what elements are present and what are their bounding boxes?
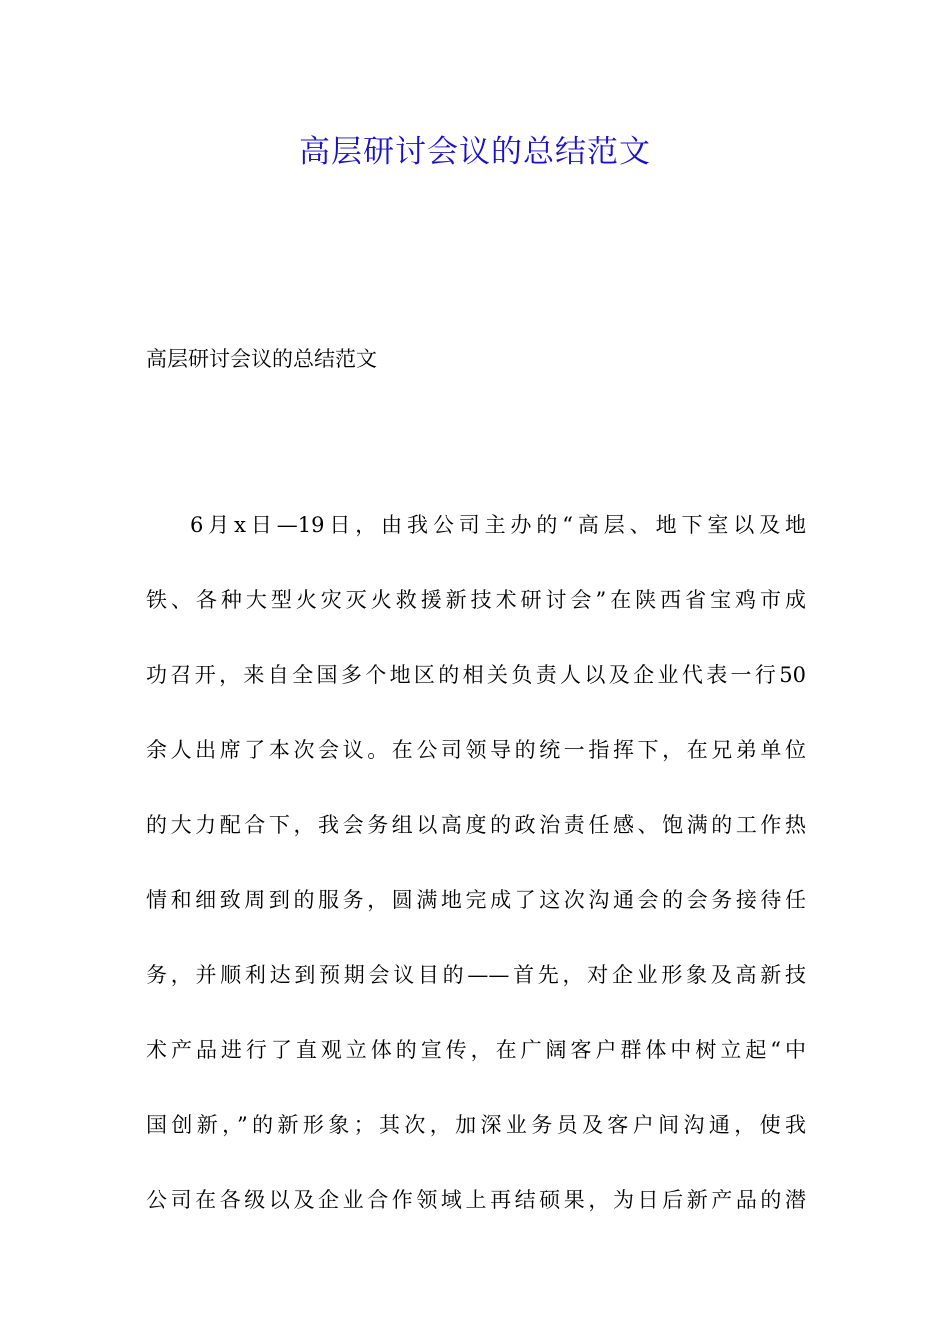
paragraph-line: 铁、各种大型火灾灭火救援新技术研讨会”在陕西省宝鸡市成: [146, 588, 806, 612]
document-title: 高层研讨会议的总结范文: [299, 134, 651, 170]
body-paragraph: [146, 488, 806, 1238]
paragraph-line: 6月x日—19日，由我公司主办的“高层、地下室以及地: [190, 513, 806, 537]
paragraph-line: 公司在各级以及企业合作领域上再结硕果，为日后新产品的潜: [146, 1188, 806, 1212]
paragraph-line: 功召开，来自全国多个地区的相关负责人以及企业代表一行50: [146, 663, 806, 687]
document-subtitle: 高层研讨会议的总结范文: [146, 347, 377, 371]
paragraph-line: 务，并顺利达到预期会议目的——首先，对企业形象及高新技: [146, 963, 806, 987]
paragraph-line: 情和细致周到的服务，圆满地完成了这次沟通会的会务接待任: [146, 888, 806, 912]
paragraph-line: 国创新，”的新形象；其次，加深业务员及客户间沟通，使我: [146, 1113, 806, 1137]
paragraph-line: 余人出席了本次会议。在公司领导的统一指挥下，在兄弟单位: [146, 738, 806, 762]
paragraph-line: 术产品进行了直观立体的宣传，在广阔客户群体中树立起“中: [146, 1038, 806, 1062]
paragraph-line: 的大力配合下，我会务组以高度的政治责任感、饱满的工作热: [146, 813, 806, 837]
